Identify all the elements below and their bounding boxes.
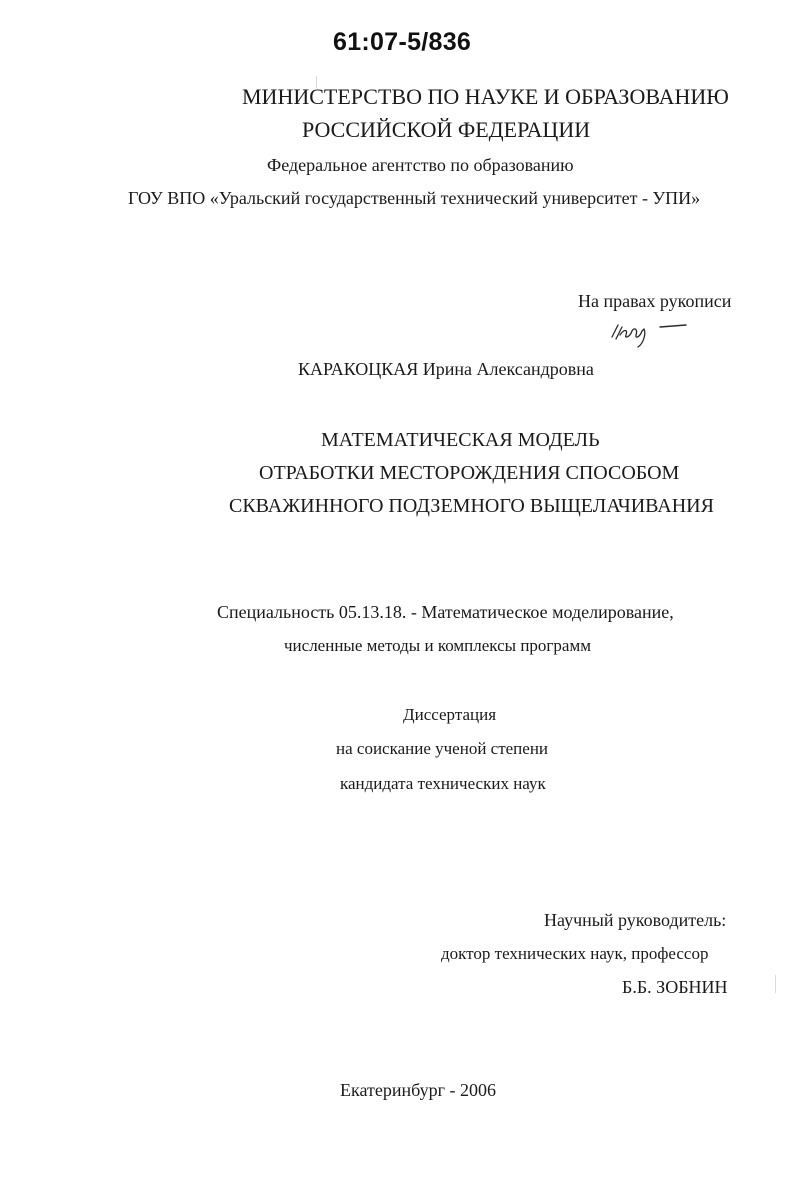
supervisor-label: Научный руководитель: — [544, 910, 727, 930]
supervisor-degree: доктор технических наук, профессор — [441, 944, 709, 963]
specialty-line-2: численные методы и комплексы программ — [284, 636, 591, 655]
scan-edge-artifact — [775, 975, 776, 993]
university-line: ГОУ ВПО «Уральский государственный технический университет - УПИ» — [128, 188, 701, 208]
manuscript-rights: На правах рукописи — [578, 291, 732, 311]
ministry-line-1: МИНИСТЕРСТВО ПО НАУКЕ И ОБРАЗОВАНИЮ — [242, 84, 729, 109]
specialty-line-1: Специальность 05.13.18. - Математическое моделирование, — [217, 602, 674, 622]
author-signature — [608, 313, 698, 349]
degree-line-1: на соискание ученой степени — [336, 739, 549, 758]
city-year: Екатеринбург - 2006 — [340, 1080, 496, 1100]
ministry-line-2: РОССИЙСКОЙ ФЕДЕРАЦИИ — [302, 117, 591, 142]
thesis-title-line-3: СКВАЖИННОГО ПОДЗЕМНОГО ВЫЩЕЛАЧИВАНИЯ — [229, 495, 714, 517]
supervisor-name: Б.Б. ЗОБНИН — [622, 977, 728, 997]
degree-line-2: кандидата технических наук — [340, 774, 546, 793]
thesis-title-line-1: МАТЕМАТИЧЕСКАЯ МОДЕЛЬ — [321, 429, 600, 451]
author-name: КАРАКОЦКАЯ Ирина Александровна — [298, 359, 594, 379]
agency-line: Федеральное агентство по образованию — [267, 155, 574, 175]
catalog-stamp: 61:07-5/836 — [333, 28, 472, 56]
thesis-title-line-2: ОТРАБОТКИ МЕСТОРОЖДЕНИЯ СПОСОБОМ — [259, 462, 680, 484]
dissertation-label: Диссертация — [403, 705, 497, 724]
